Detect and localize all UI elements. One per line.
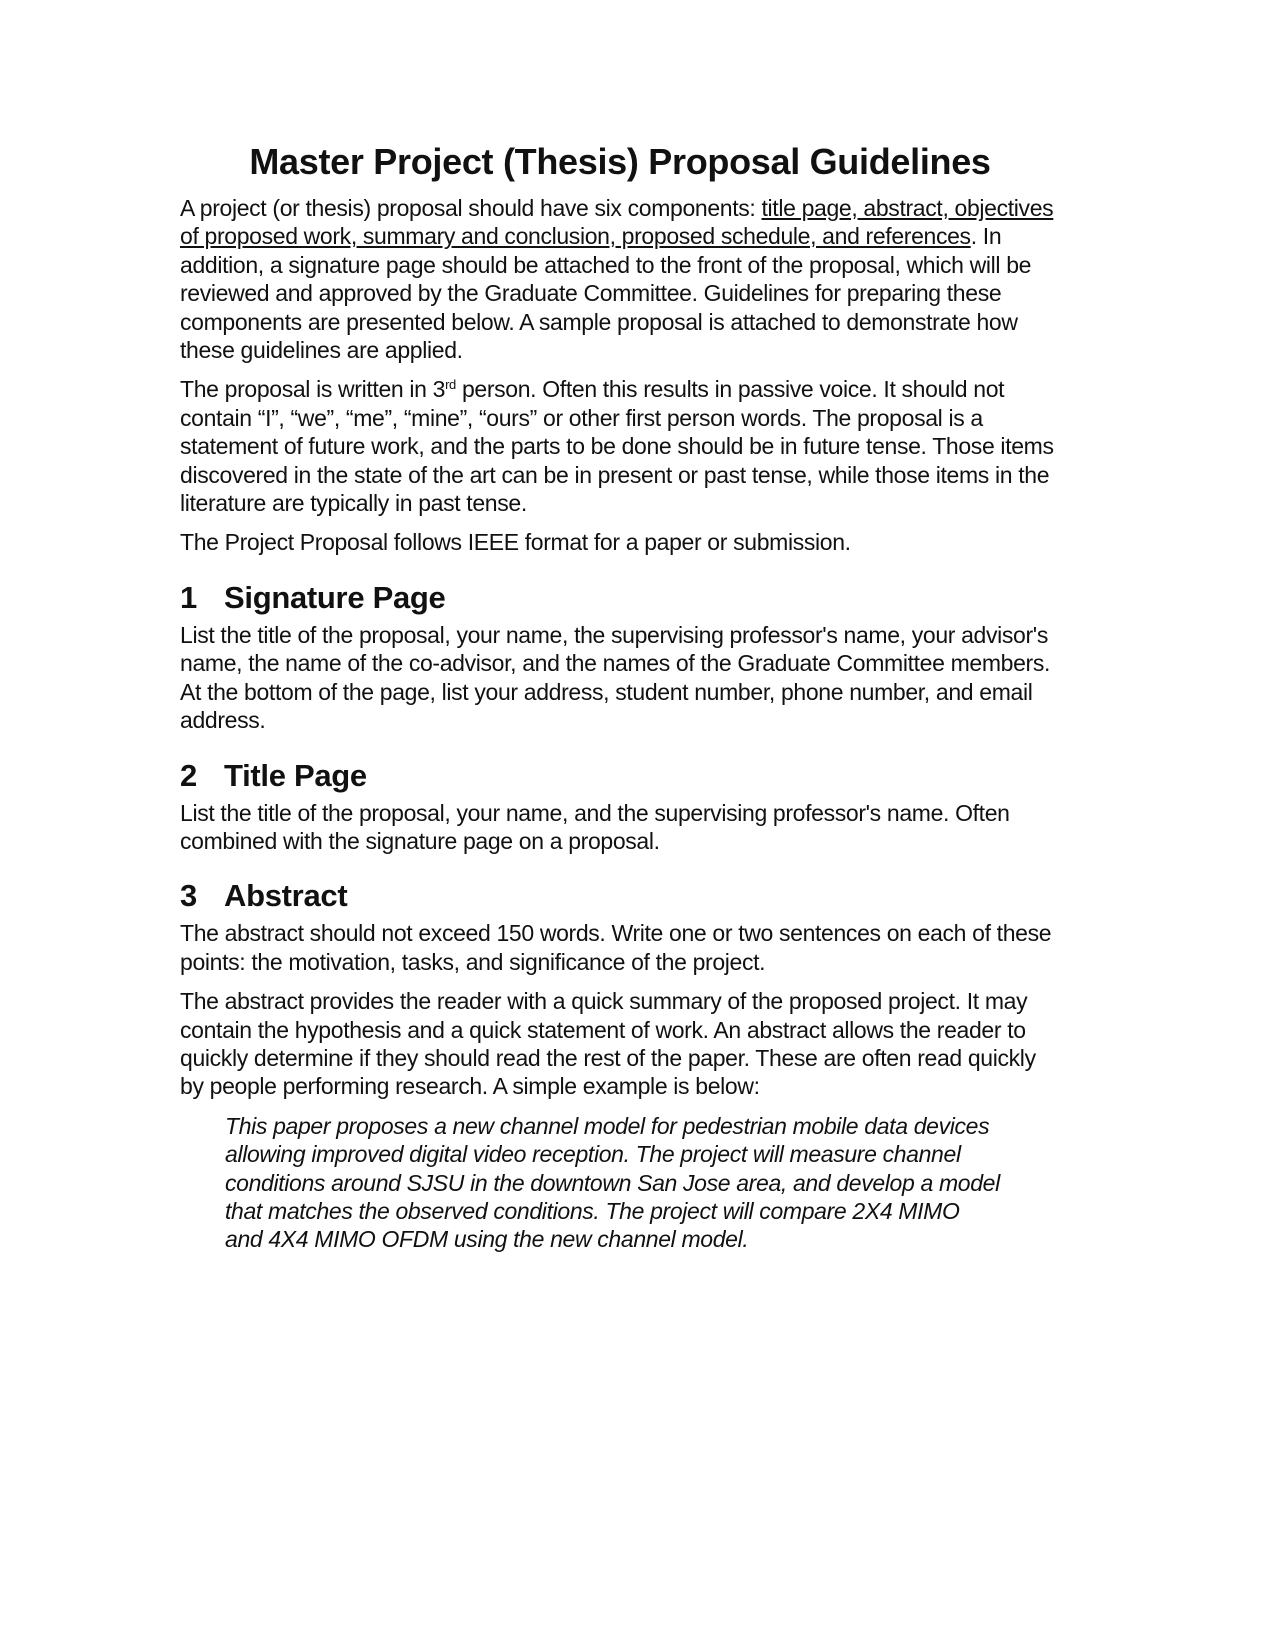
section-title: Abstract: [224, 878, 348, 914]
section-paragraph: List the title of the proposal, your name, the supervising professor's name, your advisor's name, the name of the co-advisor, and the names of the Graduate Committee members. At the bottom of the page, list your address, student number, phone number, and email address.: [180, 621, 1051, 734]
section-title: Title Page: [224, 757, 367, 793]
intro-paragraph-format: The Project Proposal follows IEEE format for a paper or submission.: [180, 529, 851, 556]
section-number: 2: [180, 757, 197, 793]
section-paragraph: The abstract should not exceed 150 words. Write one or two sentences on each of these points: the motivation, tasks, and significance of the project.: [180, 920, 1052, 975]
voice-text: The proposal is written in 3: [180, 376, 446, 403]
section-heading-abstract: [180, 877, 1060, 915]
intro-paragraph-voice: [180, 375, 1060, 517]
section-title: Signature Page: [224, 579, 446, 615]
section-heading-signature-page: [180, 579, 1060, 617]
document-title: Master Project (Thesis) Proposal Guidelines: [249, 141, 991, 182]
intro-paragraph-components: [180, 194, 1060, 364]
section-number: 3: [180, 878, 197, 914]
section-heading-title-page: [180, 757, 1060, 795]
document-page: [180, 140, 1060, 1265]
components-list-underlined: title page, abstract, objectives of proposed work, summary and conclusion, proposed schedule, and references: [180, 195, 1054, 250]
section-number: 1: [180, 579, 197, 615]
section-paragraph: The abstract provides the reader with a quick summary of the proposed project. It may contain the hypothesis and a quick statement of work. An abstract allows the reader to quickly determine if they should read the rest of the paper. These are often read quickly by people performing research. A simple example is below:: [180, 988, 1036, 1100]
intro-text: A project (or thesis) proposal should have six components:: [180, 195, 762, 221]
ordinal-superscript: rd: [445, 377, 456, 393]
abstract-example-quote: This paper proposes a new channel model for pedestrian mobile data devices allowing improved digital video reception. The project will measure channel conditions around SJSU in the downtown San Jose area, and develop a model that matches the observed conditions. The project will compare 2X4 MIMO and 4X4 MIMO OFDM using the new channel model.: [225, 1112, 1000, 1253]
section-paragraph: List the title of the proposal, your name, and the supervising professor's name. Often combined with the signature page on a proposal.: [180, 799, 1010, 854]
voice-text-suffix: person. Often this results in passive voice. It should not contain “I”, “we”, “me”, “mine”, “ours” or other first person words. The proposal is a statement of future work, and the parts to be done should be in future tense. Those items discovered in the state of the art can be in present or past tense, while those items in the literature are typically in past tense.: [180, 376, 1054, 517]
intro-text-suffix: . In addition, a signature page should be attached to the front of the proposal, which will be reviewed and approved by the Graduate Committee. Guidelines for preparing these components are presented below. A sample proposal is attached to demonstrate how these guidelines are applied.: [180, 223, 1032, 364]
